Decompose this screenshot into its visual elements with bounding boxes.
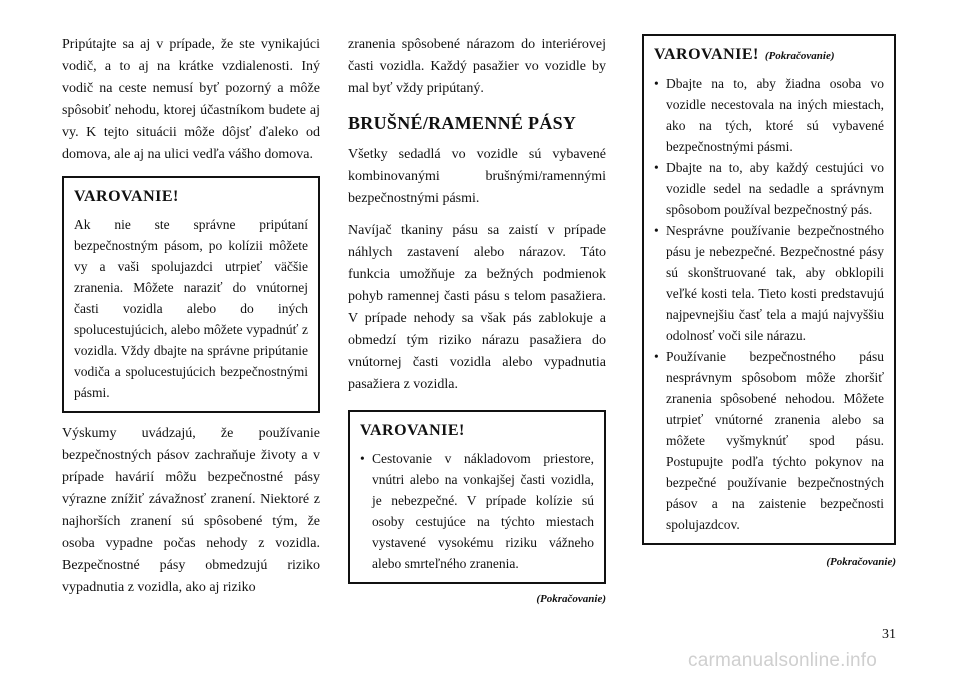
warning-title-continued: (Pokračovanie): [764, 50, 835, 62]
section-heading: BRUŠNÉ/RAMENNÉ PÁSY: [348, 113, 577, 133]
continuation-paragraph: zranenia spôsobené nárazom do interiérovej časti vozidla. Každý pasažier vo vozidle by mal byť vždy pripútaný.: [348, 37, 606, 96]
column-right: [642, 34, 896, 569]
research-paragraph: Výskumy uvádzajú, že používanie bezpečnostných pásov zachraňuje životy a v prípade havárií môžu bezpečnostné pásy výrazne znížiť závažnosť zranení. Niektoré z najhorších zranení sú spôsobené tým, že osoba vypadne počas nehody z vozidla. Bezpečnostné pásy obmedzujú riziko vypadnutia z vozidla, ako aj riziko: [62, 426, 320, 595]
warning-bullet: • Nesprávne používanie bezpečnostného pásu je nebezpečné. Bezpečnostné pásy sú skonštruované tak, aby obklopili veľké kosti tela. Tieto kosti predstavujú najpevnejšiu časť tela a majú najvyššiu odolnosť voči sile nárazu.: [654, 220, 884, 346]
intro-paragraph: Pripútajte sa aj v prípade, že ste vynikajúci vodič, a to aj na krátke vzdialenosti. Iný vodič na ceste nemusí byť pozorný a môže spôsobiť nehodu, ktorej účastníkom budete aj vy. K tejto situácii môže dôjsť ďaleko od domova, ale aj na ulici vedľa vášho domova.: [62, 37, 320, 162]
warning-box-1: [62, 176, 320, 413]
warning-bullet-list: [654, 73, 884, 535]
warning-bullet: • Cestovanie v nákladovom priestore, vnútri alebo na vonkajšej časti vozidla, je nebezpečné. V prípade kolízie sú osoby cestujúce na týchto miestach vystavené vysokému riziku vážneho alebo smrteľného zranenia.: [360, 448, 594, 574]
warning-title: VAROVANIE!: [74, 188, 179, 205]
page-number: 31: [882, 627, 896, 642]
warning-bullet: • Dbajte na to, aby každý cestujúci vo vozidle sedel na sedadle a správnym spôsobom používal bezpečnostný pás.: [654, 157, 884, 220]
warning-bullet: • Dbajte na to, aby žiadna osoba vo vozidle necestovala na iných miestach, ako na tých, ktoré sú vybavené bezpečnostnými pásmi.: [654, 73, 884, 157]
warning-title: VAROVANIE!: [654, 46, 759, 63]
seatbelt-paragraph-2: Navíjač tkaniny pásu sa zaistí v prípade náhlych zastavení alebo nárazov. Táto funkcia umožňuje za bežných podmienok pohyb ramennej časti pásu s telom pasažiera. V prípade nehody sa však pás zablokuje a obmedzí tým riziko nárazu pasažiera do vnútornej časti vozidla alebo vypadnutia pasažiera z vozidla.: [348, 223, 606, 392]
warning-box-2: [348, 410, 606, 584]
column-left: [62, 34, 320, 609]
warning-title: VAROVANIE!: [360, 422, 465, 439]
warning-box-3: [642, 34, 896, 545]
warning-title-line: [654, 44, 884, 67]
warning-bullet: • Používanie bezpečnostného pásu nesprávnym spôsobom môže zhoršiť zranenia spôsobené nehodou. Môžete utrpieť vnútorné zranenia alebo sa môžete vyšmyknúť spod pásu. Postupujte podľa týchto pokynov na bezpečné používanie bezpečnostných pásov a na zaistenie bezpečnosti spolujazdcov.: [654, 346, 884, 535]
watermark-text: carmanualsonline.info: [688, 650, 878, 671]
warning-text: Ak nie ste správne pripútaní bezpečnostným pásom, po kolízii môžete vy a vaši spolujazdci utrpieť väčšie zranenia. Môžete naraziť do vnútornej časti vozidla alebo do iných spolucestujúcich, alebo môžete vypadnúť z vozidla. Vždy dbajte na správne pripútanie vodiča a spolucestujúcich bezpečnostnými pásmi.: [74, 217, 308, 400]
continued-note: (Pokračovanie): [536, 593, 606, 605]
seatbelt-paragraph-1: Všetky sedadlá vo vozidle sú vybavené kombinovanými brušnými/ramennými bezpečnostnými pásmi.: [348, 147, 606, 206]
warning-bullet-list: [360, 448, 594, 574]
continued-note: (Pokračovanie): [826, 556, 896, 568]
column-middle: [348, 34, 606, 606]
